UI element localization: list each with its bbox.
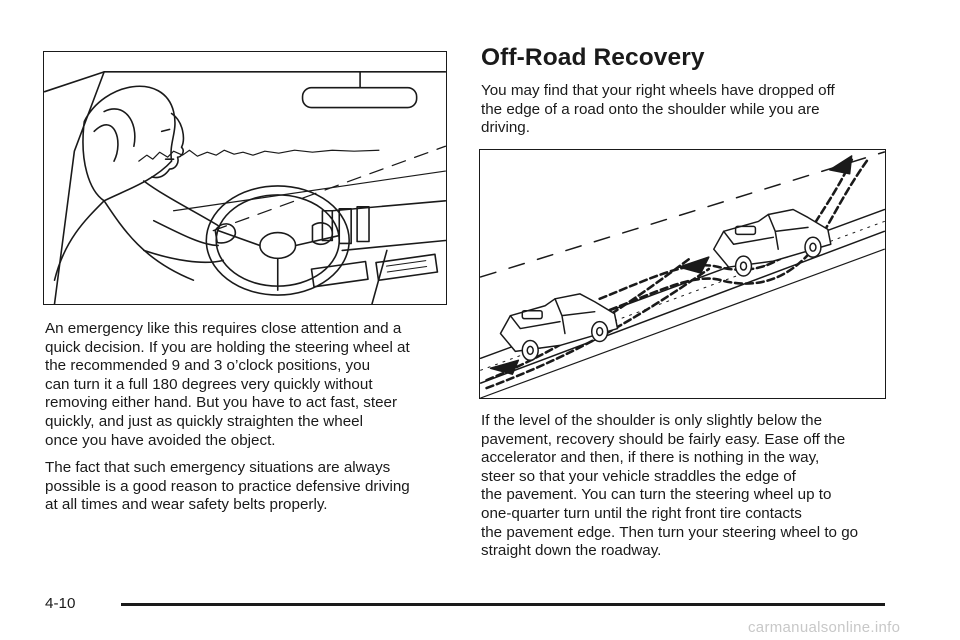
paragraph: An emergency like this requires close attention and a quick decision. If you are holding the steering wheel at the recommended 9 and 3 o’clock positions, you can turn it a full 180 degrees very quickly without removing either hand. But you have to act fast, steer quickly, and just as quickly straighten the wheel once you have avoided the object. [45,320,410,449]
watermark: carmanualsonline.info [748,619,901,636]
intro-text [481,82,901,147]
recovery-path-drawing [480,150,885,398]
page-number: 4-10 [45,595,76,612]
right-column-text [481,412,901,570]
left-column-text [45,320,455,524]
footer-rule [121,603,885,606]
paragraph: The fact that such emergency situations are always possible is a good reason to practice defensive driving at all times and wear safety belts properly. [45,459,410,514]
off-road-recovery-illustration [479,149,886,399]
section-heading: Off-Road Recovery [481,44,705,71]
paragraph: You may find that your right wheels have dropped off the edge of a road onto the shoulder while you are driving. [481,82,835,137]
driver-steering-illustration [43,51,447,305]
driver-steering-drawing [44,52,446,304]
paragraph: If the level of the shoulder is only slightly below the pavement, recovery should be fairly easy. Ease off the accelerator and then, if there is nothing in the way, steer so that your vehicle straddles the edge of the pavement. You can turn the steering wheel up to one-quarter turn until the right front tire contacts the pavement edge. Then turn your steering wheel to go straight down the roadway. [481,412,859,560]
